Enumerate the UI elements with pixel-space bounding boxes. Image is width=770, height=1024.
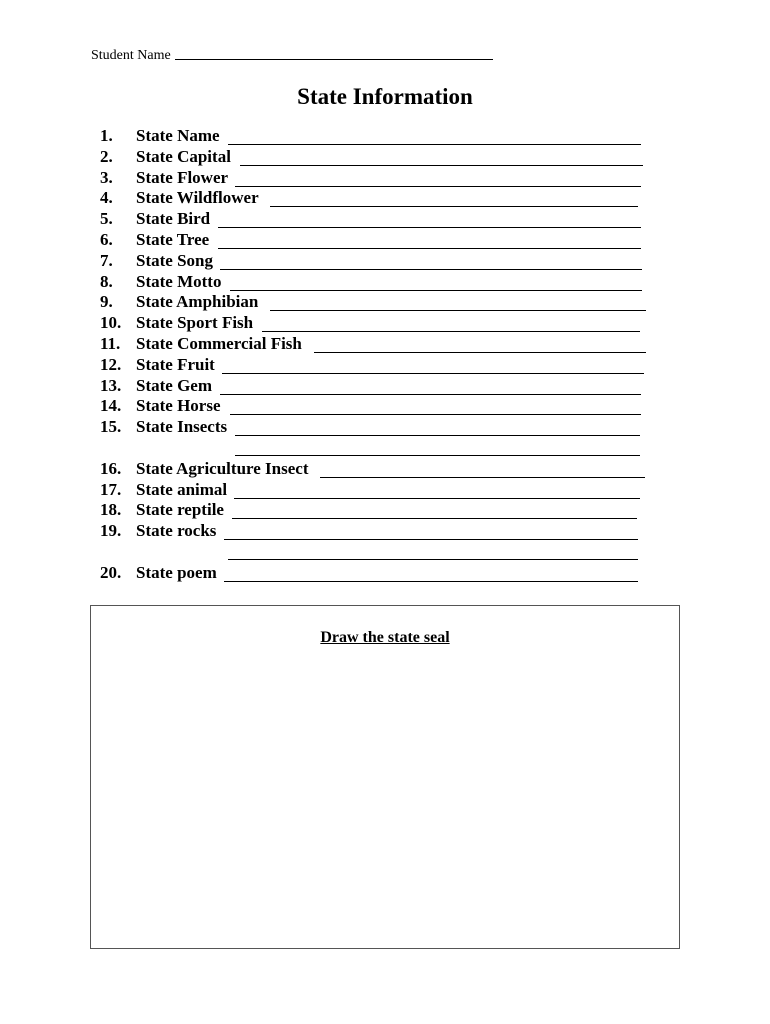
answer-blank[interactable] [228, 144, 641, 145]
item-number: 15. [100, 417, 122, 437]
item-number: 3. [100, 167, 113, 187]
item-number: 19. [100, 521, 122, 541]
item-label: State reptile [136, 500, 224, 520]
list-item [100, 355, 660, 376]
item-label: State Flower [136, 167, 229, 187]
list-item [100, 376, 660, 397]
answer-blank[interactable] [270, 206, 638, 207]
item-label: State rocks [136, 521, 217, 541]
page-title: State Information [297, 84, 473, 109]
answer-blank[interactable] [235, 186, 641, 187]
list-item [100, 417, 660, 459]
seal-box-title: Draw the state seal [320, 629, 450, 646]
item-number: 7. [100, 250, 113, 270]
list-item [100, 563, 660, 584]
list-item [100, 188, 660, 209]
list-item [100, 459, 660, 480]
answer-blank-continuation[interactable] [235, 455, 640, 456]
item-label: State Sport Fish [136, 313, 254, 333]
item-label: State Name [136, 126, 220, 145]
answer-blank[interactable] [218, 248, 641, 249]
list-item [100, 334, 660, 355]
item-number: 1. [100, 126, 113, 145]
item-label: State Wildflower [136, 188, 259, 208]
item-label: State Fruit [136, 354, 215, 374]
list-item [100, 500, 660, 521]
item-number: 8. [100, 271, 113, 291]
item-number: 14. [100, 396, 122, 416]
item-label: State Song [136, 250, 213, 270]
list-item [100, 209, 660, 230]
answer-blank[interactable] [240, 165, 643, 166]
item-number: 11. [100, 333, 121, 353]
item-number: 16. [100, 458, 122, 478]
item-number: 4. [100, 188, 113, 208]
list-item [100, 272, 660, 293]
item-number: 5. [100, 209, 113, 229]
list-item [100, 292, 660, 313]
item-label: State Motto [136, 271, 222, 291]
list-item [100, 168, 660, 189]
item-label: State Amphibian [136, 292, 259, 312]
item-number: 6. [100, 229, 113, 249]
answer-blank[interactable] [270, 310, 646, 311]
item-number: 20. [100, 562, 122, 582]
answer-blank[interactable] [220, 394, 641, 395]
item-label: State Bird [136, 209, 211, 229]
list-item [100, 251, 660, 272]
item-label: State poem [136, 562, 217, 582]
student-name-blank[interactable] [175, 59, 493, 60]
list-item [100, 126, 660, 147]
answer-blank[interactable] [218, 227, 641, 228]
answer-blank[interactable] [320, 477, 645, 478]
item-label: State Capital [136, 146, 231, 166]
list-item [100, 230, 660, 251]
answer-blank[interactable] [220, 269, 642, 270]
list-item [100, 521, 660, 563]
answer-blank[interactable] [234, 498, 640, 499]
item-label: State Tree [136, 229, 210, 249]
item-label: State Insects [136, 417, 228, 437]
student-name-label: Student Name [91, 48, 171, 63]
answer-blank[interactable] [235, 435, 640, 436]
answer-blank[interactable] [230, 290, 642, 291]
student-name-row [91, 47, 493, 65]
item-number: 18. [100, 500, 122, 520]
item-number: 12. [100, 354, 122, 374]
item-number: 9. [100, 292, 113, 312]
item-number: 2. [100, 146, 113, 166]
item-number: 13. [100, 375, 122, 395]
list-item [100, 313, 660, 334]
item-label: State Agriculture Insect [136, 458, 309, 478]
seal-drawing-box[interactable] [90, 605, 680, 949]
answer-blank[interactable] [262, 331, 640, 332]
list-item [100, 147, 660, 168]
answer-blank[interactable] [230, 414, 641, 415]
answer-blank-continuation[interactable] [228, 559, 638, 560]
item-label: State Gem [136, 375, 213, 395]
item-number: 10. [100, 313, 122, 333]
item-label: State Commercial Fish [136, 333, 302, 353]
answer-blank[interactable] [224, 581, 638, 582]
item-label: State animal [136, 479, 228, 499]
list-item [100, 480, 660, 501]
state-info-list [100, 126, 660, 584]
list-item [100, 396, 660, 417]
answer-blank[interactable] [232, 518, 637, 519]
answer-blank[interactable] [224, 539, 638, 540]
answer-blank[interactable] [222, 373, 644, 374]
item-label: State Horse [136, 396, 221, 416]
item-number: 17. [100, 479, 122, 499]
answer-blank[interactable] [314, 352, 646, 353]
